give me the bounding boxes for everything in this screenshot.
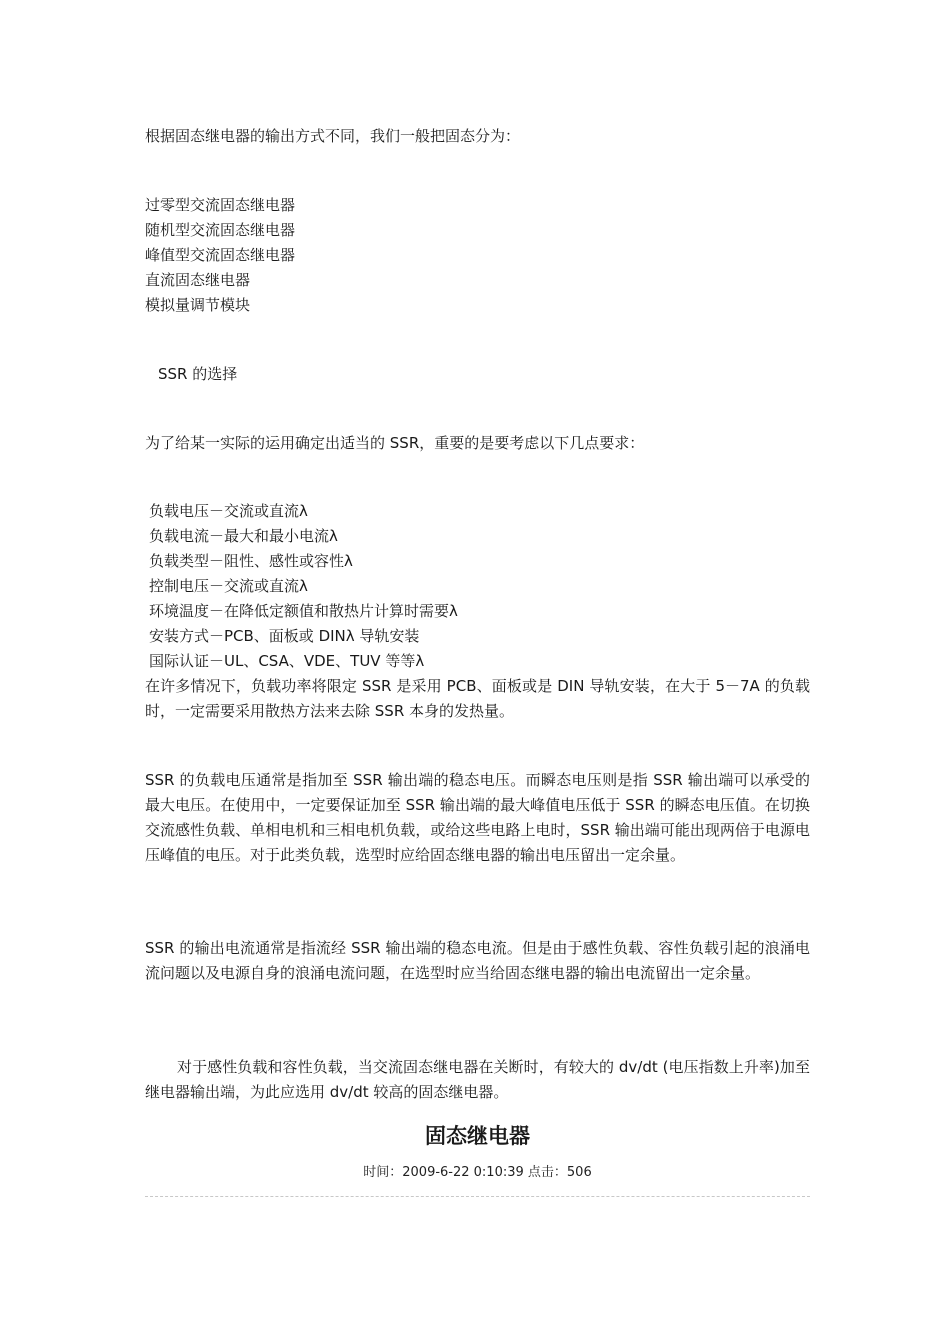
article-meta: 时间：2009-6-22 0:10:39 点击：506	[363, 1165, 592, 1180]
section-heading: SSR 的选择	[158, 365, 238, 383]
requirement-item: 负载电压－交流或直流λ	[149, 502, 308, 520]
type-item: 峰值型交流固态继电器	[145, 246, 296, 264]
intro-text: 根据固态继电器的输出方式不同，我们一般把固态分为：	[145, 127, 521, 145]
paragraph-current: SSR 的输出电流通常是指流经 SSR 输出端的稳态电流。但是由于感性负载、容性负载引起的浪涌电流问题以及电源自身的浪涌电流问题，在选型时应当给固态继电器的输出电流留出一定余量。	[145, 939, 810, 982]
paragraph-heat: 在许多情况下，负载功率将限定 SSR 是采用 PCB、面板或是 DIN 导轨安装，在大于 5－7A 的负载时，一定需要采用散热方法来去除 SSR 本身的发热量。	[145, 677, 810, 720]
requirement-item: 负载类型－阻性、感性或容性λ	[149, 552, 353, 570]
type-item: 过零型交流固态继电器	[145, 196, 296, 214]
document-page	[145, 0, 810, 1344]
requirement-item: 国际认证－UL、CSA、VDE、TUV 等等λ	[149, 652, 425, 670]
requirements-intro: 为了给某一实际的运用确定出适当的 SSR，重要的是要考虑以下几点要求：	[145, 434, 645, 452]
article-title: 固态继电器	[425, 1124, 530, 1148]
type-item: 模拟量调节模块	[145, 296, 251, 314]
type-item: 随机型交流固态继电器	[145, 221, 296, 239]
requirement-item: 控制电压－交流或直流λ	[149, 577, 308, 595]
paragraph-dvdt: 对于感性负载和容性负载，当交流固态继电器在关断时，有较大的 dv/dt (电压指数上升率)加至继电器输出端，为此应选用 dv/dt 较高的固态继电器。	[145, 1058, 810, 1101]
paragraph-voltage: SSR 的负载电压通常是指加至 SSR 输出端的稳态电压。而瞬态电压则是指 SSR 输出端可以承受的最大电压。在使用中，一定要保证加至 SSR 输出端的最大峰值电压低于 SSR 的瞬态电压值。在切换交流感性负载、单相电机和三相电机负载，或给这些电路上电时，SSR 输出端可能出现两倍于电源电压峰值的电压。对于此类负载，选型时应给固态继电器的输出电压留出一定余量。	[145, 771, 810, 864]
type-item: 直流固态继电器	[145, 271, 251, 289]
requirement-item: 环境温度－在降低定额值和散热片计算时需要λ	[149, 602, 458, 620]
requirement-item: 安装方式－PCB、面板或 DINλ 导轨安装	[149, 627, 420, 645]
dashed-divider	[145, 1196, 810, 1197]
requirement-item: 负载电流－最大和最小电流λ	[149, 527, 338, 545]
